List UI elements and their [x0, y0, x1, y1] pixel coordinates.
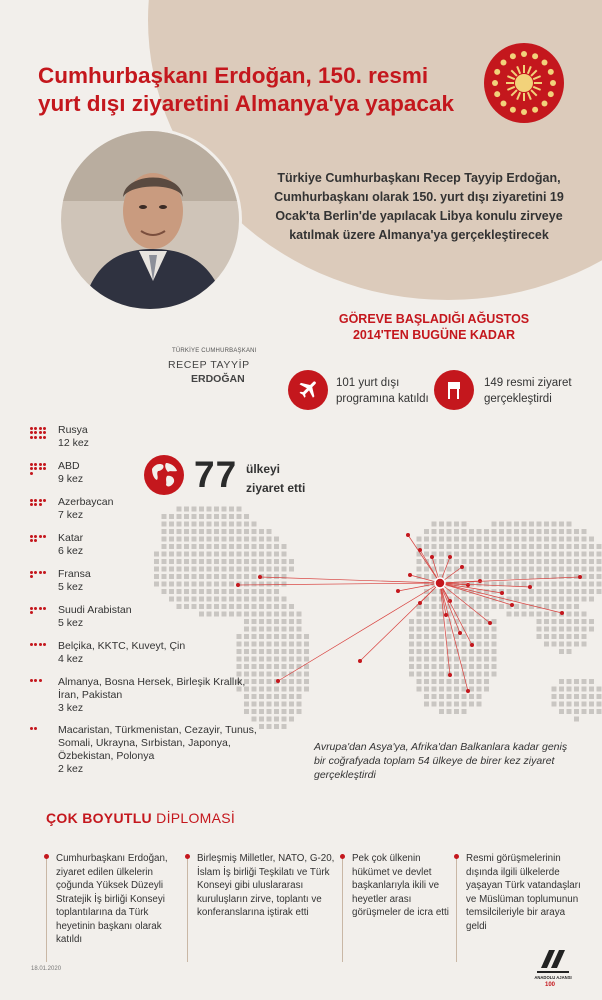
diplomacy-column-text: Birleşmiş Milletler, NATO, G-20, İslam İş birliği Teşkilatı ve Türk Konseyi gibi uluslararası kuruluşların zirve, toplantı ve konferanslarına iştirak etti [197, 853, 335, 918]
diplomacy-column-2 [197, 852, 337, 920]
programs-stat: 101 yurt dışı programına katıldı [336, 377, 429, 405]
country-name: Belçika, KKTC, Kuveyt, Çin [58, 640, 186, 652]
visit-count: 12 kez [58, 437, 89, 449]
visit-count: 5 kez [58, 617, 84, 629]
column-divider [187, 854, 188, 962]
portrait-caption-first-name: RECEP TAYYİP [168, 359, 250, 371]
visit-count-dots [30, 607, 46, 623]
visit-count-dots [30, 535, 46, 551]
visit-count-dots [30, 727, 46, 743]
airplane-icon [288, 370, 328, 410]
country-name: ABD [58, 460, 80, 472]
visit-count: 6 kez [58, 545, 84, 557]
diplomacy-column-text: Pek çok ülkenin hükümet ve devlet başkanlarıyla ikili ve heyetler arası görüşmeler de icra etti [352, 853, 449, 918]
anadolu-agency-logo [533, 944, 573, 988]
visit-count-dots [30, 427, 46, 443]
visit-count-dots [30, 463, 46, 479]
publish-date: 18.01.2020 [31, 966, 62, 972]
lead-paragraph: Türkiye Cumhurbaşkanı Recep Tayyip Erdoğan, Cumhurbaşkanı olarak 150. yurt dışı ziyaretini 19 Ocak'ta Berlin'de yapılacak Libya konulu zirveye katılmak üzere Almanya'ya gerçekleştirecek [274, 171, 564, 242]
diplomacy-title-light: DİPLOMASİ [156, 810, 236, 826]
map-footnote: Avrupa'dan Asya'ya, Afrika'dan Balkanlara kadar geniş bir coğrafyada toplam 54 ülkeye de birer kez ziyaret gerçekleştirdi [314, 741, 568, 781]
visited-countries-label: ülkeyi ziyaret etti [246, 462, 306, 495]
visited-countries-count: 77 [194, 454, 238, 495]
svg-text:100: 100 [544, 982, 556, 988]
official-visits-stat: 149 resmi ziyaret gerçekleştirdi [484, 377, 572, 405]
country-name: Fransa [58, 568, 91, 580]
diplomacy-section-title [46, 810, 235, 826]
visit-count-dots [30, 643, 46, 659]
country-name: Azerbaycan [58, 496, 114, 508]
diplomacy-column-4 [466, 852, 584, 933]
column-divider [342, 854, 343, 962]
country-name: Suudi Arabistan [58, 604, 132, 616]
globe-icon [143, 454, 185, 496]
diplomacy-column-text: Resmi görüşmelerinin dışında ilgili ülkelerde yaşayan Türk vatandaşları ve Müslüman toplumunun temsilcileriyle bir araya geldi [466, 853, 581, 932]
country-name: Rusya [58, 424, 88, 436]
diplomacy-title-bold: ÇOK BOYUTLU [46, 810, 152, 826]
visit-count: 9 kez [58, 473, 84, 485]
portrait-photo [58, 128, 242, 312]
country-name: Katar [58, 532, 84, 544]
visit-count: 7 kez [58, 509, 84, 521]
visit-count: 4 kez [58, 653, 84, 665]
presidential-seal-logo [483, 42, 565, 124]
visit-count: 2 kez [58, 763, 84, 775]
country-name: Macaristan, Türkmenistan, Cezayir, Tunus, Somali, Ukrayna, Sırbistan, Japonya, Özbekistan, Polonya [58, 724, 257, 762]
page-title: Cumhurbaşkanı Erdoğan, 150. resmi yurt dışı ziyaretini Almanya'ya yapacak [38, 63, 454, 116]
diplomacy-column-1 [56, 852, 182, 947]
visit-count-dots [30, 571, 46, 587]
portrait-caption-last-name: ERDOĞAN [191, 373, 245, 385]
diplomacy-column-3 [352, 852, 452, 920]
visit-count: 3 kez [58, 702, 84, 714]
visit-count-dots [30, 679, 46, 695]
column-divider [46, 854, 47, 962]
visit-count: 5 kez [58, 581, 84, 593]
portrait-caption-title: TÜRKİYE CUMHURBAŞKANI [172, 348, 257, 354]
diplomacy-column-text: Cumhurbaşkanı Erdoğan, ziyaret edilen ülkelerin çoğunda Yüksek Düzeyli Stratejik İş birliği Konseyi toplantılarına da Türk heyetinin başkanı olarak katıldı [56, 853, 168, 945]
visit-count-dots [30, 499, 46, 515]
since-2014-heading: GÖREVE BAŞLADIĞI AĞUSTOS 2014'TEN BUGÜNE KADAR [338, 312, 530, 342]
flag-icon [434, 370, 474, 410]
column-divider [456, 854, 457, 962]
svg-text:ANADOLU AJANSI: ANADOLU AJANSI [534, 975, 572, 980]
country-name: Almanya, Bosna Hersek, Birleşik Krallık, İran, Pakistan [58, 676, 246, 701]
